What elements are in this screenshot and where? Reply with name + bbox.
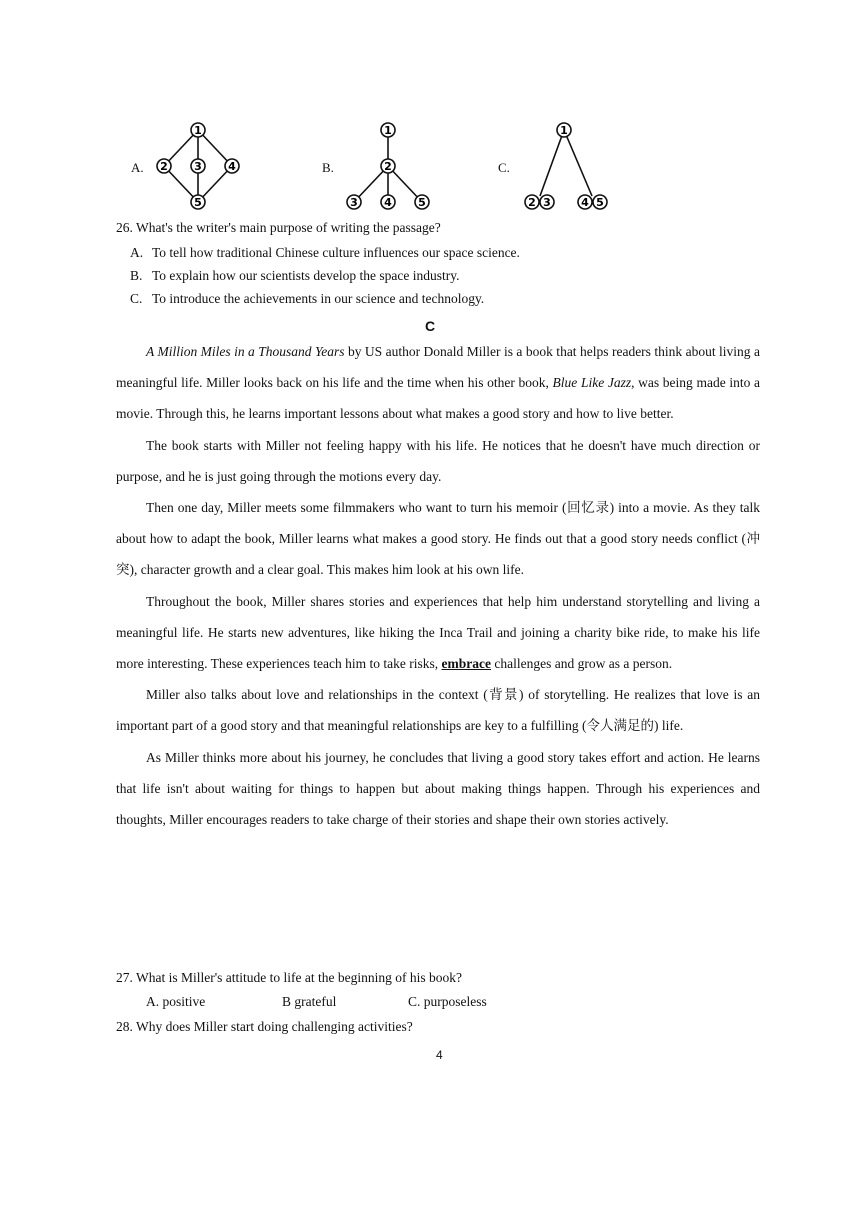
node-3 (347, 195, 361, 209)
q26-option-c: C. To introduce the achievements in our science and technology. (130, 291, 485, 306)
paragraph-3: Then one day, Miller meets some filmmakers who want to turn his memoir (回忆录) into a movie. As they talk about how to adapt the book, Miller learns what makes a good story. He finds out that a good story needs conflict (冲突), character growth and a clear goal. This makes him look at his own life. (116, 500, 760, 578)
svg-text:2: 2 (528, 196, 536, 209)
q27-option-a: A. positive (146, 994, 206, 1009)
node-1 (381, 123, 395, 137)
node-5 (593, 195, 607, 209)
q27-option-c: C. purposeless (408, 994, 487, 1009)
diagram-c (516, 118, 626, 214)
svg-text:3: 3 (194, 160, 202, 173)
node-2 (157, 159, 171, 173)
node-5 (191, 195, 205, 209)
page-number: 4 (436, 1048, 443, 1062)
question-26: 26. What's the writer's main purpose of writing the passage? (116, 220, 441, 235)
question-28: 28. Why does Miller start doing challenging activities? (116, 1019, 413, 1034)
q27-option-b: B grateful (282, 994, 337, 1009)
node-1 (557, 123, 571, 137)
node-2 (381, 159, 395, 173)
svg-text:4: 4 (581, 196, 589, 209)
paragraph-5: Miller also talks about love and relationships in the context (背景) of storytelling. He realizes that love is an important part of a good story and that meaningful relationships are key to a fulfilling (令人满足的) life. (116, 687, 760, 734)
q27-options (146, 994, 487, 1010)
paragraph-4: Throughout the book, Miller shares stories and experiences that help him understand storytelling and living a meaningful life. He starts new adventures, like hiking the Inca Trail and joining a charity bike ride, to make his life more interesting. These experiences teach him to take risks, embrace challenges and grow as a person. (116, 593, 760, 672)
paragraph-2: The book starts with Miller not feeling happy with his life. He notices that he doesn't have much direction or purpose, and he is just going through the motions every day. (116, 437, 760, 484)
q26-option-b: B. To explain how our scientists develop the space industry. (130, 268, 460, 283)
reading-passage (116, 336, 760, 835)
diagram-a (150, 118, 250, 214)
svg-text:3: 3 (543, 196, 551, 209)
node-2 (525, 195, 539, 209)
paragraph-1: A Million Miles in a Thousand Years by US author Donald Miller is a book that helps readers think about living a meaningful life. Miller looks back on his life and the time when his other book, Blue Like Jazz, was being made into a movie. Through this, he learns important lessons about what makes a good story and how to live better. (116, 344, 760, 422)
paragraph-6: As Miller thinks more about his journey, he concludes that living a good story takes effort and action. He learns that life isn't about waiting for things to happen but about making things happen. Through his experiences and thoughts, Miller encourages readers to take charge of their stories and shape their own stories actively. (116, 749, 760, 828)
node-1 (191, 123, 205, 137)
node-5 (415, 195, 429, 209)
svg-text:5: 5 (194, 196, 202, 209)
svg-text:2: 2 (384, 160, 392, 173)
diagram-a-label: A. (131, 160, 144, 175)
q26-option-a: A. To tell how traditional Chinese culture influences our space science. (130, 245, 520, 260)
diagram-b-label: B. (322, 160, 334, 175)
svg-text:4: 4 (228, 160, 236, 173)
node-4 (381, 195, 395, 209)
diagram-c-label: C. (498, 160, 510, 175)
node-4 (225, 159, 239, 173)
svg-text:1: 1 (560, 124, 568, 137)
diagram-b (340, 118, 440, 214)
svg-text:5: 5 (418, 196, 426, 209)
svg-text:2: 2 (160, 160, 168, 173)
node-3 (191, 159, 205, 173)
svg-text:5: 5 (596, 196, 604, 209)
node-4 (578, 195, 592, 209)
node-3 (540, 195, 554, 209)
question-27: 27. What is Miller's attitude to life at the beginning of his book? (116, 970, 462, 985)
section-heading: C (424, 318, 436, 334)
underlined-word: embrace (441, 656, 492, 672)
svg-text:1: 1 (384, 124, 392, 137)
svg-text:4: 4 (384, 196, 392, 209)
svg-text:1: 1 (194, 124, 202, 137)
svg-text:3: 3 (350, 196, 358, 209)
